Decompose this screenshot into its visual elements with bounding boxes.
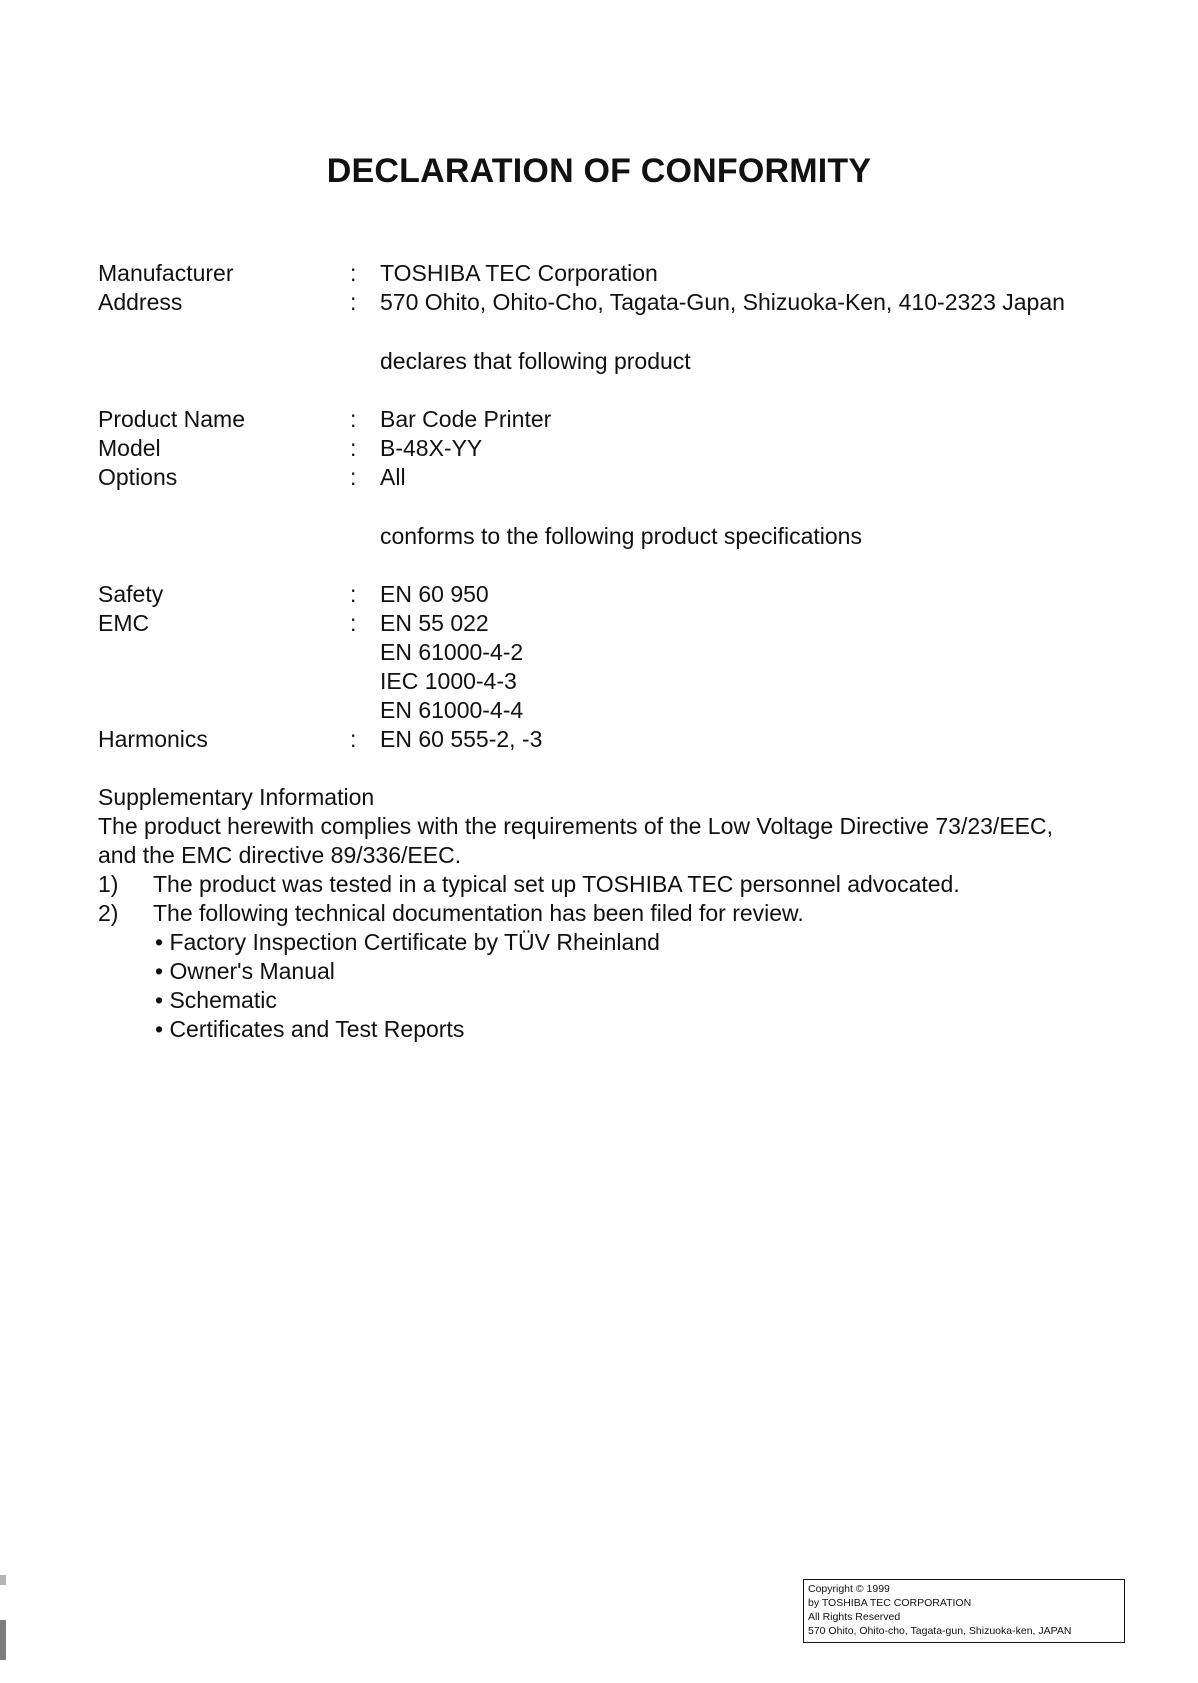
- emc-value: EN 61000-4-2: [380, 639, 524, 665]
- item-number: 1): [98, 871, 119, 897]
- copyright-box: [803, 1579, 1125, 1643]
- emc-label: EMC: [98, 610, 150, 636]
- scan-edge-mark: [0, 1575, 6, 1585]
- safety-label: Safety: [98, 581, 164, 607]
- bullet-item: • Owner's Manual: [155, 958, 335, 984]
- scan-edge-mark: [0, 1620, 6, 1660]
- bullet-item: • Schematic: [155, 987, 277, 1013]
- colon: :: [350, 464, 357, 490]
- item-number: 2): [98, 900, 119, 926]
- manufacturer-value: TOSHIBA TEC Corporation: [380, 260, 658, 286]
- document-title: DECLARATION OF CONFORMITY: [326, 152, 872, 190]
- copyright-line: All Rights Reserved: [808, 1611, 901, 1623]
- supplementary-heading: Supplementary Information: [98, 784, 375, 810]
- emc-value: IEC 1000-4-3: [380, 668, 517, 694]
- harmonics-label: Harmonics: [98, 726, 208, 752]
- product-name-value: Bar Code Printer: [380, 406, 552, 432]
- product-name-label: Product Name: [98, 406, 246, 432]
- copyright-line: 570 Ohito, Ohito-cho, Tagata-gun, Shizuoka-ken, JAPAN: [808, 1625, 1072, 1637]
- colon: :: [350, 581, 357, 607]
- colon: :: [350, 406, 357, 432]
- colon: :: [350, 610, 357, 636]
- model-label: Model: [98, 435, 161, 461]
- options-label: Options: [98, 464, 178, 490]
- item-text: The following technical documentation has been filed for review.: [153, 900, 804, 926]
- item-text: The product was tested in a typical set up TOSHIBA TEC personnel advocated.: [153, 871, 960, 897]
- colon: :: [350, 726, 357, 752]
- address-label: Address: [98, 289, 183, 315]
- colon: :: [350, 435, 357, 461]
- manufacturer-label: Manufacturer: [98, 260, 234, 286]
- safety-value: EN 60 950: [380, 581, 489, 607]
- emc-value: EN 61000-4-4: [380, 697, 524, 723]
- declares-text: declares that following product: [380, 348, 691, 374]
- supplementary-line: and the EMC directive 89/336/EEC.: [98, 842, 462, 868]
- conforms-text: conforms to the following product specifications: [380, 523, 862, 549]
- bullet-item: • Factory Inspection Certificate by TÜV Rheinland: [155, 929, 660, 955]
- options-value: All: [380, 464, 406, 490]
- colon: :: [350, 289, 357, 315]
- copyright-line: by TOSHIBA TEC CORPORATION: [808, 1597, 972, 1609]
- address-value: 570 Ohito, Ohito-Cho, Tagata-Gun, Shizuoka-Ken, 410-2323 Japan: [380, 289, 1065, 315]
- model-value: B-48X-YY: [380, 435, 483, 461]
- bullet-item: • Certificates and Test Reports: [155, 1016, 465, 1042]
- emc-value: EN 55 022: [380, 610, 489, 636]
- copyright-line: Copyright © 1999: [808, 1583, 890, 1595]
- colon: :: [350, 260, 357, 286]
- harmonics-value: EN 60 555-2, -3: [380, 726, 543, 752]
- supplementary-line: The product herewith complies with the requirements of the Low Voltage Directive 73/23/EEC,: [98, 813, 1053, 839]
